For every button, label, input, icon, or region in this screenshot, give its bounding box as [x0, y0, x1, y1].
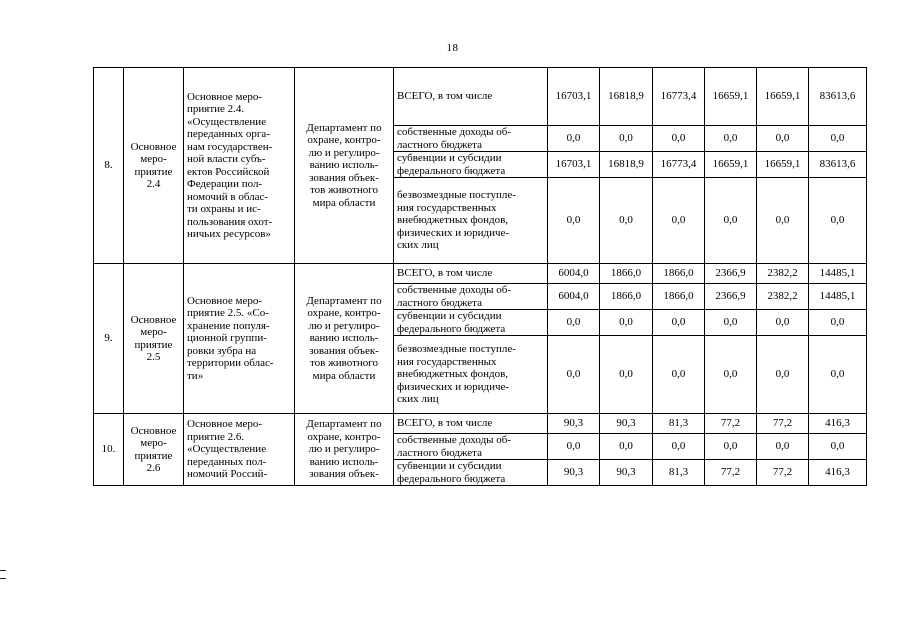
- table-row: [94, 264, 867, 284]
- table-row: [94, 414, 867, 434]
- responsible-department-cell: Департамент по охране, контро- лю и регулиро- ванию исполь- зования объек-: [295, 414, 394, 486]
- amount-cell: 16703,1: [548, 68, 600, 126]
- responsible-department-cell: Департамент по охране, контро- лю и регулиро- ванию исполь- зования объек- тов животного мира области: [295, 264, 394, 414]
- event-name-cell: Основное меро- приятие 2.6: [124, 414, 184, 486]
- amount-cell: 77,2: [757, 414, 809, 434]
- amount-cell: 16659,1: [705, 152, 757, 178]
- amount-cell: 6004,0: [548, 264, 600, 284]
- amount-cell: 2382,2: [757, 284, 809, 310]
- row-number-cell: 10.: [94, 414, 124, 486]
- funding-source-cell: безвозмездные поступле- ния государственных внебюджетных фондов, физических и юридиче- ских лиц: [394, 336, 548, 414]
- amount-cell: 83613,6: [809, 68, 867, 126]
- amount-cell: 16659,1: [705, 68, 757, 126]
- amount-cell: 0,0: [705, 434, 757, 460]
- amount-cell: 90,3: [548, 414, 600, 434]
- amount-cell: 0,0: [757, 310, 809, 336]
- event-name-cell: Основное меро- приятие 2.5: [124, 264, 184, 414]
- responsible-department-cell: Департамент по охране, контро- лю и регулиро- ванию исполь- зования объек- тов животного мира области: [295, 68, 394, 264]
- amount-cell: 0,0: [809, 434, 867, 460]
- event-description-cell: Основное меро- приятие 2.5. «Со- хранение популя- ционной группи- ровки зубра на территории облас- ти»: [184, 264, 295, 414]
- amount-cell: 16773,4: [653, 152, 705, 178]
- amount-cell: 16659,1: [757, 68, 809, 126]
- funding-source-cell: собственные доходы об- ластного бюджета: [394, 434, 548, 460]
- amount-cell: 14485,1: [809, 284, 867, 310]
- event-description-cell: Основное меро- приятие 2.6. «Осуществление переданных пол- номочий Россий-: [184, 414, 295, 486]
- amount-cell: 0,0: [653, 126, 705, 152]
- amount-cell: 0,0: [705, 126, 757, 152]
- amount-cell: 0,0: [809, 178, 867, 264]
- amount-cell: 0,0: [757, 336, 809, 414]
- amount-cell: 0,0: [600, 336, 653, 414]
- amount-cell: 16703,1: [548, 152, 600, 178]
- funding-source-cell: ВСЕГО, в том числе: [394, 68, 548, 126]
- funding-source-cell: субвенции и субсидии федерального бюджета: [394, 460, 548, 486]
- funding-source-cell: безвозмездные поступле- ния государственных внебюджетных фондов, физических и юридиче- ских лиц: [394, 178, 548, 264]
- row-number-cell: 8.: [94, 68, 124, 264]
- amount-cell: 416,3: [809, 414, 867, 434]
- amount-cell: 0,0: [757, 434, 809, 460]
- amount-cell: 1866,0: [600, 284, 653, 310]
- funding-source-cell: ВСЕГО, в том числе: [394, 264, 548, 284]
- amount-cell: 14485,1: [809, 264, 867, 284]
- amount-cell: 0,0: [548, 434, 600, 460]
- amount-cell: 90,3: [600, 460, 653, 486]
- amount-cell: 2366,9: [705, 284, 757, 310]
- funding-source-cell: собственные доходы об- ластного бюджета: [394, 284, 548, 310]
- amount-cell: 16818,9: [600, 152, 653, 178]
- amount-cell: 16773,4: [653, 68, 705, 126]
- amount-cell: 0,0: [809, 310, 867, 336]
- amount-cell: 0,0: [600, 310, 653, 336]
- amount-cell: 77,2: [757, 460, 809, 486]
- amount-cell: 0,0: [705, 178, 757, 264]
- amount-cell: 0,0: [600, 434, 653, 460]
- funding-source-cell: собственные доходы об- ластного бюджета: [394, 126, 548, 152]
- amount-cell: 81,3: [653, 460, 705, 486]
- amount-cell: 0,0: [600, 178, 653, 264]
- amount-cell: 2366,9: [705, 264, 757, 284]
- amount-cell: 0,0: [548, 310, 600, 336]
- amount-cell: 0,0: [548, 336, 600, 414]
- funding-source-cell: ВСЕГО, в том числе: [394, 414, 548, 434]
- amount-cell: 81,3: [653, 414, 705, 434]
- funding-source-cell: субвенции и субсидии федерального бюджета: [394, 152, 548, 178]
- amount-cell: 90,3: [600, 414, 653, 434]
- amount-cell: 16659,1: [757, 152, 809, 178]
- row-number-cell: 9.: [94, 264, 124, 414]
- amount-cell: 90,3: [548, 460, 600, 486]
- amount-cell: 0,0: [653, 336, 705, 414]
- amount-cell: 0,0: [548, 178, 600, 264]
- amount-cell: 0,0: [809, 336, 867, 414]
- amount-cell: 0,0: [705, 310, 757, 336]
- amount-cell: 16818,9: [600, 68, 653, 126]
- amount-cell: 77,2: [705, 460, 757, 486]
- table-row: [94, 68, 867, 126]
- amount-cell: 0,0: [653, 434, 705, 460]
- amount-cell: 0,0: [548, 126, 600, 152]
- margin-marker: [0, 570, 6, 571]
- amount-cell: 1866,0: [600, 264, 653, 284]
- amount-cell: 83613,6: [809, 152, 867, 178]
- funding-source-cell: субвенции и субсидии федерального бюджета: [394, 310, 548, 336]
- amount-cell: 0,0: [600, 126, 653, 152]
- amount-cell: 0,0: [653, 310, 705, 336]
- page-number: 18: [446, 42, 459, 54]
- event-name-cell: Основное меро- приятие 2.4: [124, 68, 184, 264]
- amount-cell: 77,2: [705, 414, 757, 434]
- event-description-cell: Основное меро- приятие 2.4. «Осуществление переданных орга- нам государствен- ной власти субъ- ектов Российской Федерации пол- номочий в облас- ти охраны и ис- пользования охот- ничьих ресурсов»: [184, 68, 295, 264]
- amount-cell: 0,0: [757, 126, 809, 152]
- amount-cell: 416,3: [809, 460, 867, 486]
- amount-cell: 0,0: [653, 178, 705, 264]
- budget-table: [93, 67, 867, 486]
- margin-marker: [0, 578, 6, 579]
- amount-cell: 0,0: [705, 336, 757, 414]
- amount-cell: 0,0: [809, 126, 867, 152]
- amount-cell: 1866,0: [653, 264, 705, 284]
- amount-cell: 0,0: [757, 178, 809, 264]
- amount-cell: 1866,0: [653, 284, 705, 310]
- amount-cell: 2382,2: [757, 264, 809, 284]
- amount-cell: 6004,0: [548, 284, 600, 310]
